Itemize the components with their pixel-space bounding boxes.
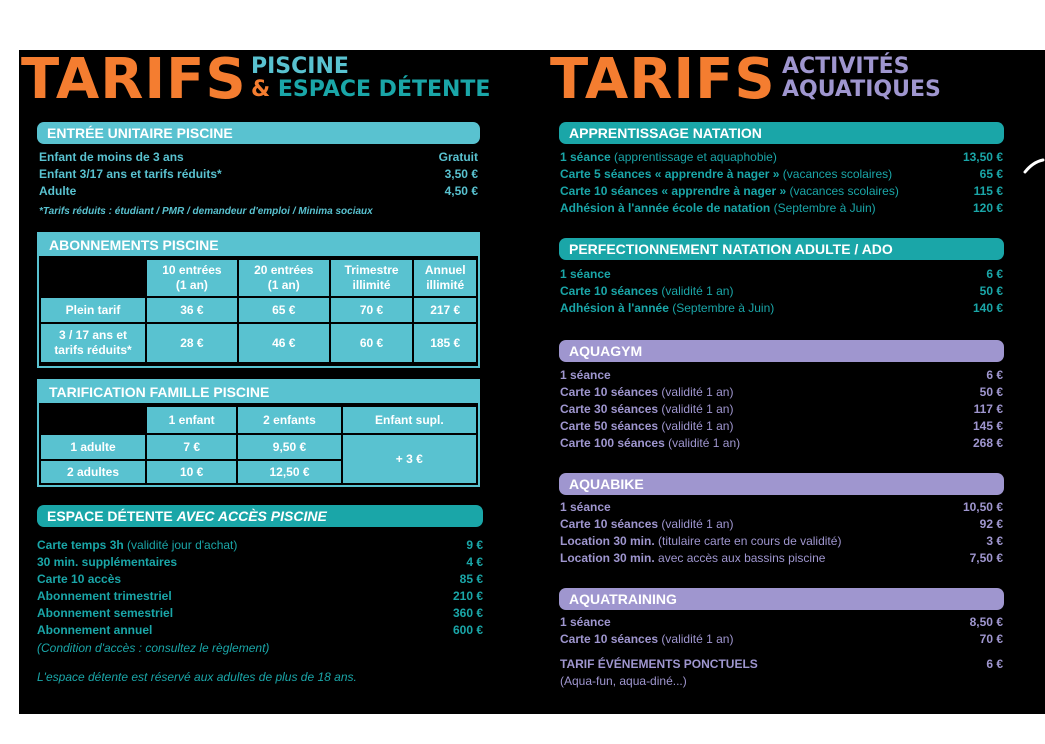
right-title-tarifs: TARIFS	[550, 47, 776, 112]
left-title-tarifs: TARIFS	[21, 47, 247, 112]
list-item: Carte 10 séances (validité 1 an) 92 €	[560, 517, 1003, 531]
perfectionnement-list	[560, 266, 1003, 317]
list-item: Abonnement semestriel 360 €	[37, 606, 483, 620]
list-item: 1 séance 10,50 €	[560, 500, 1003, 514]
col-header: 10 entrées (1 an)	[147, 260, 237, 296]
table-cell: 217 €	[414, 298, 476, 322]
table-cell: 12,50 €	[238, 461, 340, 483]
aquagym-list	[560, 367, 1003, 452]
famille-header: TARIFICATION FAMILLE PISCINE	[39, 381, 478, 403]
abonnements-table	[39, 258, 478, 364]
list-item: 1 séance 6 €	[560, 368, 1003, 382]
list-item: 1 séance (apprentissage et aquaphobie) 13,50 €	[560, 150, 1003, 164]
list-item: 1 séance 8,50 €	[560, 615, 1003, 629]
col-header: 2 enfants	[238, 407, 340, 433]
entree-list	[39, 149, 478, 200]
col-header: 20 entrées (1 an)	[239, 260, 329, 296]
detente-condition: (Condition d'accès : consultez le règlement)	[37, 641, 270, 655]
row-label: 1 adulte	[41, 435, 145, 459]
natation-list	[560, 149, 1003, 217]
price-sheet	[19, 47, 1045, 714]
aquagym-header: AQUAGYM	[559, 340, 1004, 362]
row-label: 3 / 17 ans et tarifs réduits*	[41, 324, 145, 362]
evenements-note: (Aqua-fun, aqua-diné...)	[560, 674, 687, 688]
list-item: Carte temps 3h (validité jour d'achat) 9 €	[37, 538, 483, 552]
left-title-line2: ESPACE DÉTENTE	[270, 77, 491, 102]
right-title-activites: ACTIVITÉS	[782, 54, 910, 79]
entree-note: *Tarifs réduits : étudiant / PMR / demandeur d'emploi / Minima sociaux	[39, 206, 373, 217]
list-item: Carte 10 séances (validité 1 an) 50 €	[560, 284, 1003, 298]
famille-table	[39, 405, 478, 485]
detente-list	[37, 537, 483, 639]
row-label: Plein tarif	[41, 298, 145, 322]
list-item: 30 min. supplémentaires 4 €	[37, 555, 483, 569]
decorative-swoosh-icon	[1023, 158, 1045, 174]
evenements	[560, 656, 1003, 690]
list-item: Enfant 3/17 ans et tarifs réduits* 3,50 €	[39, 167, 478, 181]
list-item: Abonnement trimestriel 210 €	[37, 589, 483, 603]
table-cell: 60 €	[331, 324, 413, 362]
list-item: Carte 10 séances (validité 1 an) 70 €	[560, 632, 1003, 646]
table-cell: 10 €	[147, 461, 236, 483]
col-header: Annuel illimité	[414, 260, 476, 296]
abonnements-header: ABONNEMENTS PISCINE	[39, 234, 478, 256]
aquabike-header: AQUABIKE	[559, 473, 1004, 495]
table-cell: 7 €	[147, 435, 236, 459]
table-cell: + 3 €	[343, 435, 476, 483]
col-header: 1 enfant	[147, 407, 236, 433]
abonnements-box	[37, 232, 480, 368]
list-item: Carte 10 accès 85 €	[37, 572, 483, 586]
list-item: Carte 10 séances « apprendre à nager » (vacances scolaires) 115 €	[560, 184, 1003, 198]
list-item: 1 séance 6 €	[560, 267, 1003, 281]
left-title-espace-detente: & ESPACE DÉTENTE	[251, 77, 491, 102]
aquabike-list	[560, 499, 1003, 567]
list-item: Location 30 min. avec accès aux bassins piscine 7,50 €	[560, 551, 1003, 565]
entree-header: ENTRÉE UNITAIRE PISCINE	[37, 122, 480, 144]
left-title-piscine: PISCINE	[251, 54, 349, 79]
row-label: 2 adultes	[41, 461, 145, 483]
list-item: Adulte 4,50 €	[39, 184, 478, 198]
table-cell: 65 €	[239, 298, 329, 322]
aquatraining-list	[560, 614, 1003, 648]
right-title-aquatiques: AQUATIQUES	[782, 77, 941, 102]
list-item: Abonnement annuel 600 €	[37, 623, 483, 637]
list-item: TARIF ÉVÉNEMENTS PONCTUELS 6 €	[560, 657, 1003, 671]
list-item: Carte 50 séances (validité 1 an) 145 €	[560, 419, 1003, 433]
perfectionnement-header: PERFECTIONNEMENT NATATION ADULTE / ADO	[559, 238, 1004, 260]
list-item: Carte 100 séances (validité 1 an) 268 €	[560, 436, 1003, 450]
table-cell: 28 €	[147, 324, 237, 362]
table-cell: 36 €	[147, 298, 237, 322]
list-item: Carte 10 séances (validité 1 an) 50 €	[560, 385, 1003, 399]
table-cell: 70 €	[331, 298, 413, 322]
list-item: Carte 5 séances « apprendre à nager » (vacances scolaires) 65 €	[560, 167, 1003, 181]
table-cell: 9,50 €	[238, 435, 340, 459]
natation-header: APPRENTISSAGE NATATION	[559, 122, 1004, 144]
col-header: Trimestre illimité	[331, 260, 413, 296]
col-header: Enfant supl.	[343, 407, 476, 433]
list-item: Carte 30 séances (validité 1 an) 117 €	[560, 402, 1003, 416]
aquatraining-header: AQUATRAINING	[559, 588, 1004, 610]
list-item: Adhésion à l'année école de natation (Septembre à Juin) 120 €	[560, 201, 1003, 215]
list-item: Adhésion à l'année (Septembre à Juin) 140 €	[560, 301, 1003, 315]
list-item: Enfant de moins de 3 ans Gratuit	[39, 150, 478, 164]
detente-header: ESPACE DÉTENTE AVEC ACCÈS PISCINE	[37, 505, 483, 527]
famille-box	[37, 379, 480, 487]
list-item: Location 30 min. (titulaire carte en cours de validité) 3 €	[560, 534, 1003, 548]
table-cell: 185 €	[414, 324, 476, 362]
table-cell: 46 €	[239, 324, 329, 362]
detente-reserve: L'espace détente est réservé aux adultes de plus de 18 ans.	[37, 670, 357, 684]
